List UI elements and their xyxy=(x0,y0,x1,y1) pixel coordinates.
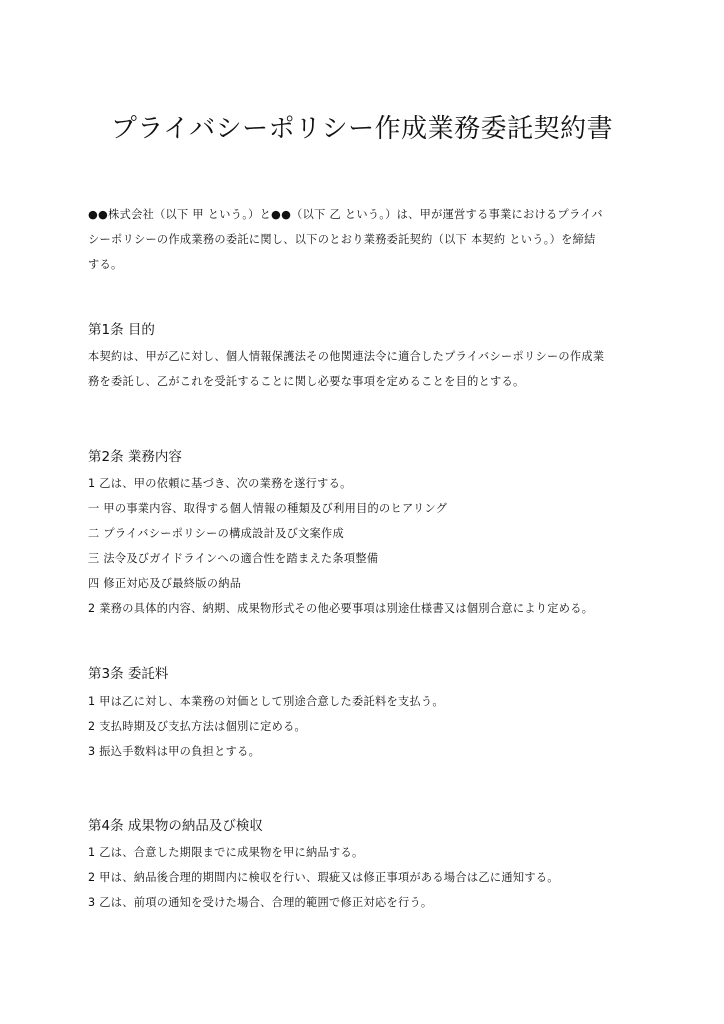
article-4-heading: 第4条 成果物の納品及び検収 xyxy=(88,818,263,834)
article-line: 2 業務の具体的内容、納期、成果物形式その他必要事項は別途仕様書又は個別合意により定める。 xyxy=(88,602,594,615)
article-3-heading: 第3条 委託料 xyxy=(88,666,169,682)
article-line: 本契約は、甲が乙に対し、個人情報保護法その他関連法令に適合したプライバシーポリシーの作成業 xyxy=(88,350,605,363)
preamble-line: シーポリシーの作成業務の委託に関し、以下のとおり業務委託契約（以下 本契約 という。）を締結 xyxy=(88,233,596,246)
article-line: 1 乙は、甲の依頼に基づき、次の業務を遂行する。 xyxy=(88,477,352,490)
article-line: 2 甲は、納品後合理的期間内に検収を行い、瑕疵又は修正事項がある場合は乙に通知する。 xyxy=(88,871,559,884)
article-line: 1 乙は、合意した期限までに成果物を甲に納品する。 xyxy=(88,846,364,859)
article-2-body xyxy=(88,471,648,621)
article-line: 三 法令及びガイドラインへの適合性を踏まえた条項整備 xyxy=(88,552,379,565)
article-line: 2 支払時期及び支払方法は個別に定める。 xyxy=(88,720,307,733)
article-line: 3 振込手数料は甲の負担とする。 xyxy=(88,745,261,758)
article-1-heading: 第1条 目的 xyxy=(88,322,155,338)
preamble-line: ●●株式会社（以下 甲 という。）と●●（以下 乙 という。）は、甲が運営する事業におけるプライバ xyxy=(88,208,603,221)
article-2-heading: 第2条 業務内容 xyxy=(88,449,182,465)
preamble xyxy=(88,202,648,277)
article-line: 一 甲の事業内容、取得する個人情報の種類及び利用目的のヒアリング xyxy=(88,502,448,515)
article-line: 務を委託し、乙がこれを受託することに関し必要な事項を定めることを目的とする。 xyxy=(88,375,525,388)
article-3-body xyxy=(88,689,648,764)
article-1-body xyxy=(88,344,648,394)
article-line: 1 甲は乙に対し、本業務の対価として別途合意した委託料を支払う。 xyxy=(88,695,444,708)
article-line: 3 乙は、前項の通知を受けた場合、合理的範囲で修正対応を行う。 xyxy=(88,896,433,909)
document-title: プライバシーポリシー作成業務委託契約書 xyxy=(110,114,614,144)
article-line: 二 プライバシーポリシーの構成設計及び文案作成 xyxy=(88,527,345,540)
article-4-body xyxy=(88,840,648,915)
article-line: 四 修正対応及び最終版の納品 xyxy=(88,577,242,590)
preamble-line: する。 xyxy=(88,258,123,271)
